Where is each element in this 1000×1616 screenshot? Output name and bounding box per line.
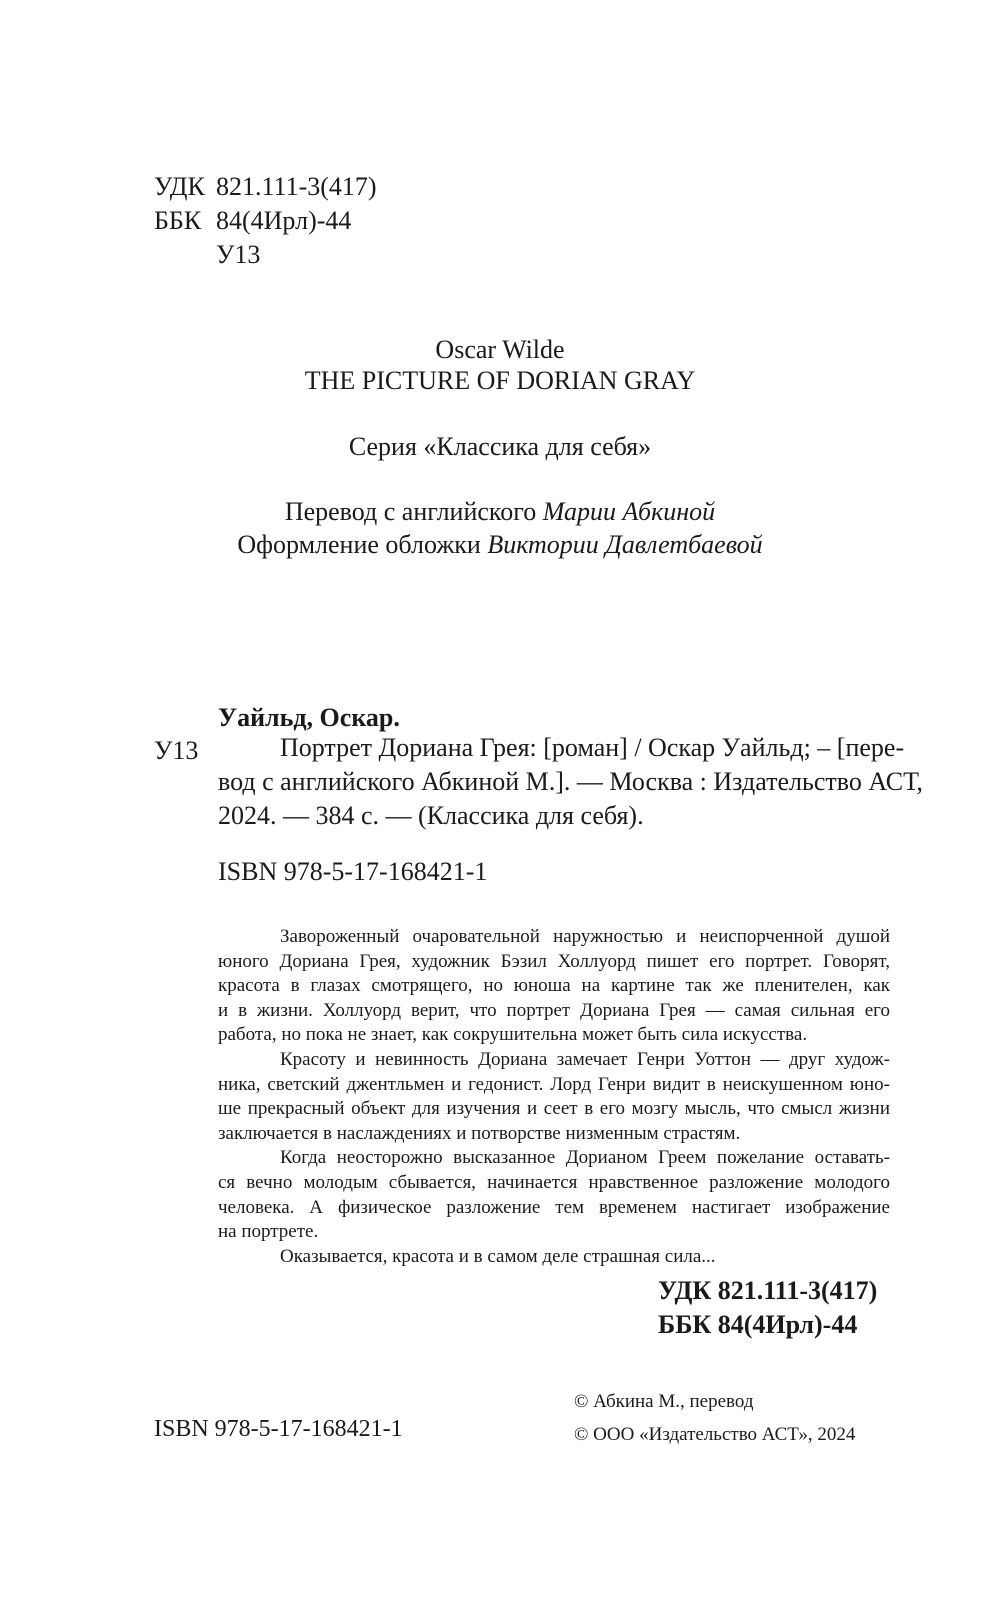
copyright-block: [574, 1385, 855, 1451]
udk-row: [154, 170, 377, 204]
isbn-record: ISBN 978-5-17-168421-1: [218, 857, 488, 886]
cover-prefix: Оформление обложки: [237, 530, 488, 559]
bbk-label: ББК: [154, 206, 202, 235]
series-line: Серия «Классика для себя»: [348, 432, 652, 461]
bib-line: 2024. — 384 с. — (Классика для себя).: [218, 801, 644, 830]
annotation-line: Красоту и невинность Дориана замечает Генри Уоттон — друг худож-: [280, 1048, 890, 1070]
bib-line: вод с английского Абкиной М.]. — Москва : Издательство АСТ,: [218, 767, 923, 796]
udk-label: УДК: [154, 172, 205, 201]
bib-author-mark: У13: [154, 736, 199, 765]
udk-bold: УДК 821.111-3(417): [658, 1276, 878, 1305]
copyright-publisher: © ООО «Издательство АСТ», 2024: [574, 1424, 856, 1445]
author-mark: У13: [216, 240, 261, 269]
annotation-line: ся вечно молодым сбывается, начинается нравственное разложение молодого: [218, 1171, 890, 1193]
annotation-line: красота в глазах смотрящего, но юноша на картине так же пленителен, как: [218, 975, 890, 997]
classification-bold: [658, 1274, 877, 1342]
translation-prefix: Перевод с английского: [284, 497, 543, 526]
translator-name: Марии Абкиной: [542, 497, 716, 526]
annotation-line: на портрете.: [218, 1221, 319, 1243]
bbk-value: 84(4Ирл)-44: [216, 206, 352, 235]
original-author: Oscar Wilde: [435, 335, 565, 364]
annotation-line: юного Дориана Грея, художник Бэзил Холлуорд пишет его портрет. Говорят,: [218, 950, 890, 972]
annotation-line: Когда неосторожно высказанное Дорианом Греем пожелание оставать-: [280, 1147, 890, 1169]
annotation-line: и в жизни. Холлуорд верит, что портрет Дориана Грея — самая сильная его: [218, 999, 890, 1021]
udk-value: 821.111-3(417): [216, 172, 377, 201]
annotation-line: человека. А физическое разложение тем временем настигает изображение: [218, 1196, 890, 1218]
copyright-translation: © Абкина М., перевод: [574, 1391, 754, 1412]
bib-heading: Уайльд, Оскар.: [218, 703, 400, 732]
classification-block: [154, 170, 377, 272]
annotation-line: ше прекрасный объект для изучения и сеет в его мозгу мысль, что смысл жизни: [218, 1098, 890, 1120]
annotation: [218, 925, 890, 1269]
cover-designer-name: Виктории Давлетбаевой: [487, 530, 763, 559]
annotation-line: Завороженный очаровательной наружностью и неиспорченной душой: [280, 926, 890, 947]
annotation-line: Оказывается, красота и в самом деле страшная сила...: [280, 1245, 716, 1267]
annotation-line: заключается в наслаждениях и потворстве низменным страстям.: [218, 1122, 741, 1144]
author-mark-row: [154, 238, 377, 272]
bbk-bold: ББК 84(4Ирл)-44: [658, 1310, 858, 1339]
translation-credit: [0, 497, 1000, 527]
bib-line: Портрет Дориана Грея: [роман] / Оскар Уайльд; – [пере-: [280, 733, 905, 762]
original-title: THE PICTURE OF DORIAN GRAY: [304, 366, 696, 395]
bbk-row: [154, 204, 377, 238]
cover-credit: [0, 530, 1000, 560]
isbn-bottom: ISBN 978-5-17-168421-1: [154, 1416, 403, 1442]
bib-description: [218, 731, 923, 833]
annotation-line: ника, светский джентльмен и гедонист. Лорд Генри видит в неискушенном юно-: [218, 1073, 890, 1095]
annotation-line: работа, но пока не знает, как сокрушительна может быть сила искусства.: [218, 1024, 808, 1046]
